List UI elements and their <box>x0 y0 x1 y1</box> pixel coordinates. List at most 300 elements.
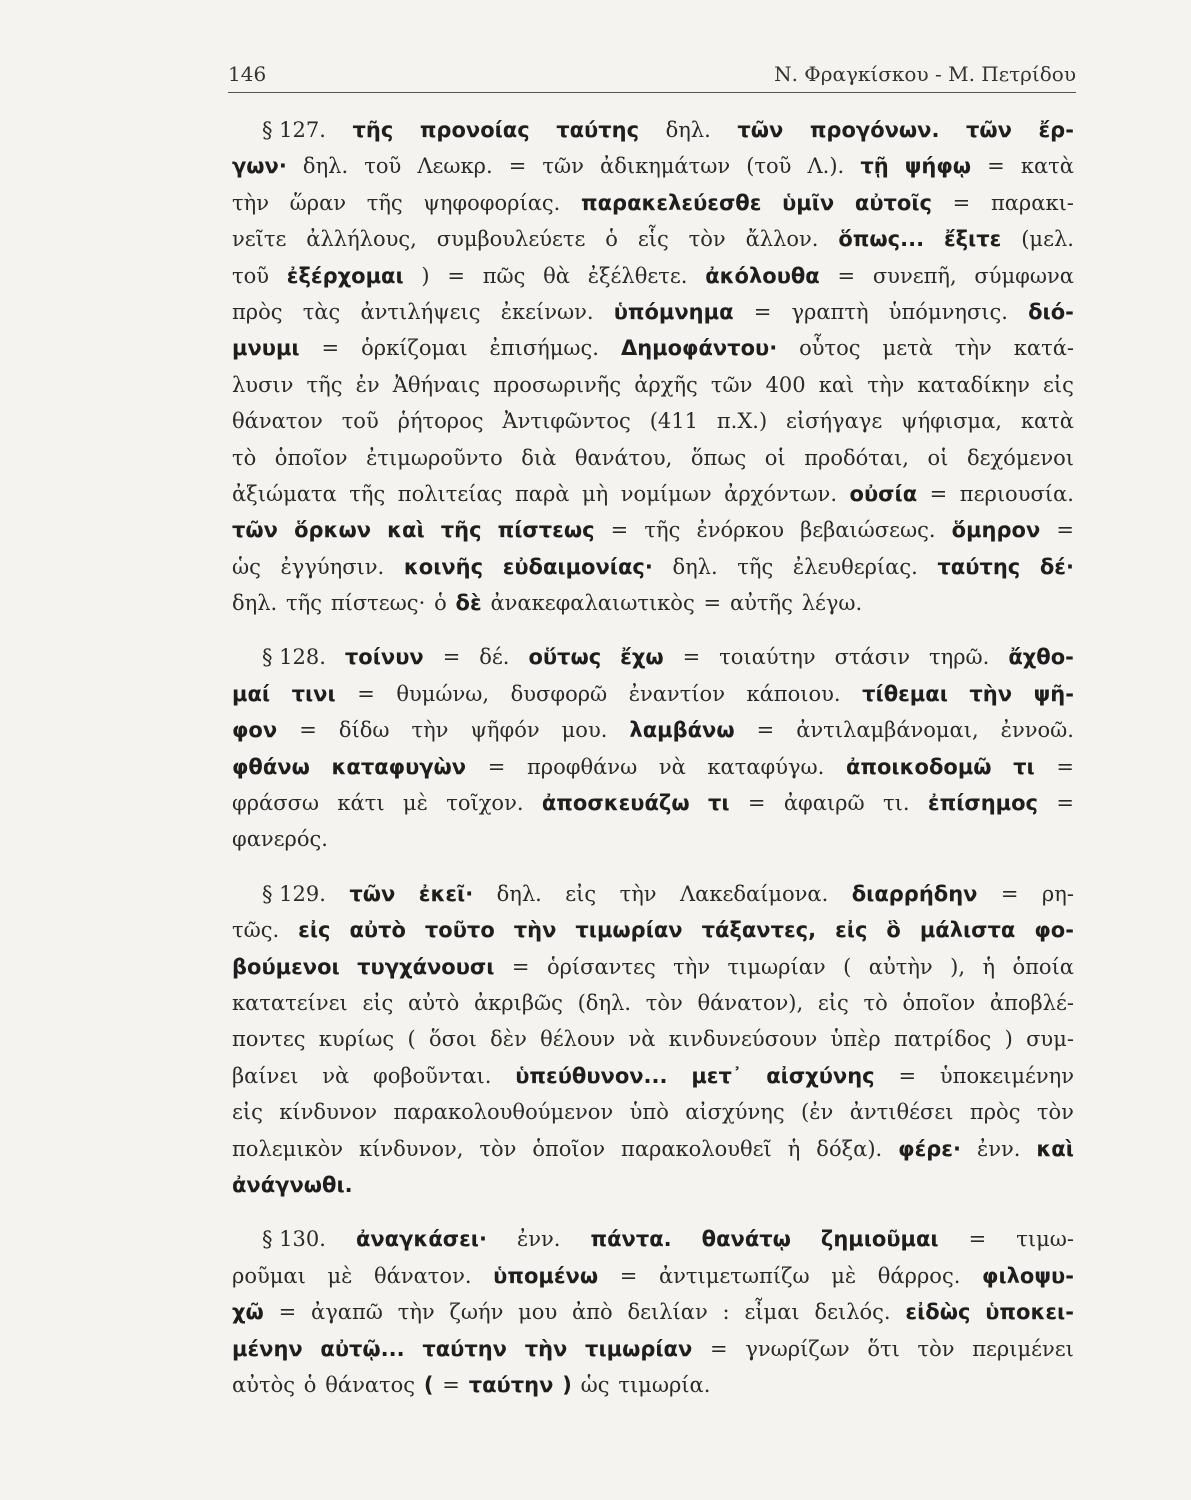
gloss-word: ἀπὸ <box>572 1300 613 1325</box>
text-line <box>232 882 1074 918</box>
gloss-word: τῆς <box>644 518 681 543</box>
lemma-word: τινι <box>291 681 336 706</box>
lemma-word: λαμβάνω <box>629 718 735 743</box>
gloss-word: εἰς <box>232 1100 263 1125</box>
lemma-word: τὴν <box>513 918 557 943</box>
gloss-word: Λακεδαίμονα. <box>679 881 829 906</box>
gloss-word: φοβοῦνται. <box>373 1063 492 1088</box>
gloss-word: περιμένει <box>972 1336 1074 1361</box>
gloss-word: ἐλευθερίας. <box>792 554 918 579</box>
gloss-word: ψηφοφορίας. <box>423 190 561 215</box>
lemma-word: μένην <box>232 1336 303 1361</box>
gloss-word: κατὰ <box>1020 154 1074 179</box>
lemma-word: δέ· <box>1039 554 1074 579</box>
text-line <box>232 482 1074 518</box>
paragraph-gap <box>232 627 1074 645</box>
lemma-word: πάντα. <box>590 1227 672 1252</box>
gloss-word: ὑπόμνησις. <box>888 299 1008 324</box>
lemma-word: Δημοφάντου· <box>620 336 778 361</box>
gloss-word: ἀφαιρῶ <box>783 791 865 816</box>
lemma-word: τιμωρίαν <box>585 1336 693 1361</box>
gloss-word: δυσφορῶ <box>510 681 608 706</box>
gloss-word: ψήφισμα, <box>901 409 1002 434</box>
gloss-word: ἀκριβῶς <box>473 990 563 1015</box>
lemma-word: χῶ <box>232 1300 264 1325</box>
lemma-word: ὑποκει- <box>985 1300 1074 1325</box>
gloss-word: = <box>703 591 722 616</box>
gloss-word: = <box>837 263 856 288</box>
lemma-word: τῶν <box>349 881 396 906</box>
gloss-word: = <box>442 1372 460 1397</box>
gloss-word: τὸν <box>479 1136 517 1161</box>
lemma-word: ταύτην <box>468 1372 554 1397</box>
gloss-word: τῆς <box>306 372 343 397</box>
gloss-word: νὰ <box>658 754 686 779</box>
lemma-word: κοινῆς <box>403 554 484 579</box>
gloss-word: = <box>511 954 530 979</box>
commentary-body <box>232 118 1074 1409</box>
gloss-word: θυμώνω, <box>396 681 490 706</box>
gloss-word: κατατείνει <box>232 990 348 1015</box>
gloss-word: αἰσχύνης <box>685 1100 785 1125</box>
gloss-word: τὸν <box>688 227 726 252</box>
gloss-word: συμ- <box>1026 1027 1074 1052</box>
gloss-word: δίδω <box>338 718 390 743</box>
paragraph-gap <box>232 1209 1074 1227</box>
gloss-word: κατά- <box>1013 336 1074 361</box>
gloss-word: πατρίδος <box>894 1027 992 1052</box>
gloss-word: εἶμαι <box>744 1300 800 1325</box>
gloss-word: ἀλλήλους, <box>306 227 417 252</box>
lemma-word: τι <box>1013 754 1035 779</box>
lemma-word: ὑπομένω <box>493 1263 599 1288</box>
gloss-word: τὴν <box>397 1300 435 1325</box>
gloss-word: ὁποῖον <box>902 990 976 1015</box>
lemma-word: ταύτης <box>556 118 640 142</box>
gloss-word: παρακολουθεῖ <box>621 1136 772 1161</box>
paragraph <box>232 118 1074 627</box>
lemma-word: θανάτῳ <box>701 1227 791 1252</box>
gloss-word: = <box>442 645 461 670</box>
gloss-word: ψῆφόν <box>470 718 540 743</box>
gloss-word: ) <box>1004 1027 1013 1052</box>
gloss-word: τοῦ <box>364 154 402 179</box>
lemma-word: διό- <box>1028 299 1074 324</box>
gloss-word: γραπτὴ <box>791 299 869 324</box>
lemma-word: ἔχω <box>620 645 664 670</box>
text-line <box>232 755 1074 791</box>
lemma-word: τιμωρίαν <box>575 918 683 943</box>
lemma-word: οὐσία <box>849 481 918 506</box>
gloss-word: δηλ. <box>302 154 349 179</box>
lemma-word: αὐτῷ... <box>320 1336 405 1361</box>
gloss-word: δειλίαν <box>627 1300 708 1325</box>
gloss-word: = <box>747 791 766 816</box>
text-line <box>232 1227 1074 1263</box>
gloss-word: ὁποία <box>1012 954 1074 979</box>
gloss-word: τὸν <box>1036 1100 1074 1125</box>
gloss-word: παρακολουθούμενον <box>393 1100 614 1125</box>
lemma-word: ἀναγκάσει· <box>355 1227 487 1252</box>
gloss-word: ὑπὸ <box>629 1100 669 1125</box>
lemma-word: τῶν <box>232 518 278 543</box>
gloss-word: τὰς <box>302 299 341 324</box>
gloss-word: θάνατον <box>232 409 323 434</box>
gloss-word: δηλ. <box>232 591 278 616</box>
gloss-word: τιμωρίαν <box>727 954 826 979</box>
gloss-word: τὴν <box>619 881 657 906</box>
gloss-word: : <box>722 1300 730 1325</box>
gloss-word: (ἐν <box>801 1100 834 1125</box>
paragraph <box>232 882 1074 1210</box>
gloss-word: θάνατον), <box>697 990 804 1015</box>
gloss-word: = <box>987 154 1005 179</box>
text-line <box>232 1300 1074 1336</box>
gloss-word: μου. <box>561 718 608 743</box>
gloss-word: στάσιν <box>834 645 911 670</box>
lemma-word: ψῆ- <box>1033 681 1074 706</box>
text-line <box>232 555 1074 591</box>
text-line <box>232 918 1074 954</box>
lemma-word: εἰδὼς <box>905 1300 971 1325</box>
gloss-word: συνεπῆ, <box>872 263 957 288</box>
lemma-word: πίστεως <box>497 518 595 543</box>
text-line <box>232 1264 1074 1300</box>
gloss-word: ἐκείνων. <box>500 299 594 324</box>
gloss-word: ὁ <box>605 227 618 252</box>
gloss-word: ἀρχόντων. <box>724 481 838 506</box>
gloss-word: = <box>1056 791 1074 816</box>
text-line <box>232 1137 1074 1173</box>
lemma-word: ἀποικοδομῶ <box>845 754 992 779</box>
lemma-word: ) <box>562 1372 572 1397</box>
gloss-word: αὐτὸ <box>408 990 460 1015</box>
text-line <box>232 682 1074 718</box>
gloss-word: ρη- <box>1041 881 1074 906</box>
gloss-word: τι. <box>883 791 910 816</box>
lemma-word: προνοίας <box>419 118 530 142</box>
gloss-word: = <box>929 481 948 506</box>
gloss-word: = <box>753 299 772 324</box>
gloss-word: μου <box>518 1300 558 1325</box>
lemma-word: τοῦτο <box>424 918 495 943</box>
gloss-word: ὑπὲρ <box>830 1027 881 1052</box>
gloss-word: συμβουλεύετε <box>436 227 586 252</box>
text-line <box>232 791 1074 827</box>
gloss-word: § 129. <box>262 881 326 906</box>
text-line <box>232 227 1074 263</box>
text-line <box>232 446 1074 482</box>
lemma-word: τὴν <box>524 1336 568 1361</box>
gloss-word: τοῦ <box>341 409 379 434</box>
gloss-word: = <box>968 1227 987 1252</box>
gloss-word: δόξα). <box>816 1136 883 1161</box>
gloss-word: = <box>299 718 317 743</box>
gloss-word: θάνατος <box>325 1372 416 1397</box>
lemma-word: ταύτης <box>937 554 1021 579</box>
gloss-word: ῥήτορος <box>397 409 484 434</box>
gloss-word: ἀντιλαμβάνομαι, <box>796 718 979 743</box>
lemma-word: φέρε· <box>898 1136 961 1161</box>
lemma-word: ἐκεῖ· <box>418 881 474 906</box>
lemma-word: ἀνάγνωθι. <box>232 1172 353 1197</box>
gloss-word: διὰ <box>521 445 557 470</box>
gloss-word: ἀξιώματα <box>232 481 337 506</box>
gloss-word: ὁ <box>434 591 447 616</box>
gloss-word: ὁ <box>303 1372 317 1397</box>
gloss-word: λυσιν <box>232 372 294 397</box>
gloss-word: = <box>682 645 701 670</box>
text-line <box>232 645 1074 681</box>
gloss-word: ζωήν <box>449 1300 504 1325</box>
gloss-word: ) <box>421 263 430 288</box>
text-line <box>232 373 1074 409</box>
gloss-word: εἷς <box>637 227 669 252</box>
gloss-word: τὴν <box>954 336 992 361</box>
text-line <box>232 1027 1074 1063</box>
gloss-word: λέγω. <box>801 591 863 616</box>
gloss-word: κίνδυνον, <box>359 1136 464 1161</box>
gloss-word: ἐναντίον <box>628 681 725 706</box>
lemma-word: ζημιοῦμαι <box>820 1227 939 1252</box>
gloss-word: μὲ <box>327 1263 353 1288</box>
lemma-word: ὅρκων <box>294 518 371 543</box>
gloss-word: = <box>619 1263 638 1288</box>
lemma-word: καὶ <box>387 518 425 543</box>
paragraph-gap <box>232 864 1074 882</box>
lemma-word: καὶ <box>1036 1136 1074 1161</box>
text-line <box>232 409 1074 445</box>
gloss-word: Ἀντιφῶντος <box>502 409 631 434</box>
lemma-word: τῆς <box>352 118 394 142</box>
lemma-word: ἐξέρχομαι <box>286 263 404 288</box>
gloss-word: = <box>952 190 971 215</box>
gloss-word: τὴν <box>411 718 449 743</box>
gloss-word: ὁποῖον <box>274 445 348 470</box>
lemma-word: μάλιστα <box>919 918 1016 943</box>
gloss-word: περιουσία. <box>959 481 1074 506</box>
gloss-word: πίστεως· <box>330 591 426 616</box>
lemma-word: προγόνων. <box>809 118 940 142</box>
gloss-word: νὰ <box>322 1063 350 1088</box>
gloss-word: δὲν <box>490 1027 527 1052</box>
gloss-word: κυρίως <box>318 1027 395 1052</box>
gloss-word: τὸ <box>232 445 257 470</box>
gloss-word: τὴν <box>232 190 269 215</box>
lemma-word: οὕτως <box>528 645 602 670</box>
text-line <box>232 1373 1074 1409</box>
lemma-word: τάξαντες, <box>701 918 817 943</box>
gloss-word: οἱ <box>764 445 786 470</box>
gloss-word: = <box>710 1336 728 1361</box>
gloss-word: τὸν <box>645 990 683 1015</box>
gloss-word: δειλός. <box>814 1300 891 1325</box>
gloss-word: ), <box>950 954 966 979</box>
text-line <box>232 1337 1074 1373</box>
gloss-word: ποντες <box>232 1027 306 1052</box>
lemma-word: εἰς <box>298 918 331 943</box>
text-line <box>232 827 1074 863</box>
gloss-word: θανάτου, <box>574 445 673 470</box>
text-line <box>232 518 1074 554</box>
lemma-word: ἀποσκευάζω <box>541 791 690 816</box>
gloss-word: τὸ <box>863 990 888 1015</box>
text-line <box>232 300 1074 336</box>
text-line <box>232 154 1074 190</box>
gloss-word: παρὰ <box>514 481 570 506</box>
text-line <box>232 191 1074 227</box>
gloss-word: ροῦμαι <box>232 1263 306 1288</box>
gloss-word: ἀντιθέσει <box>849 1100 954 1125</box>
gloss-word: κατὰ <box>1020 409 1074 434</box>
lemma-word: ( <box>423 1372 434 1397</box>
lemma-word: διαρρήδην <box>851 881 978 906</box>
gloss-word: § 128. <box>262 645 326 670</box>
gloss-word: = <box>447 263 465 288</box>
gloss-word: ( <box>843 954 852 979</box>
gloss-word: ἀρχῆς <box>634 372 698 397</box>
gloss-word: δηλ. <box>665 118 711 142</box>
gloss-word: ὥραν <box>289 190 347 215</box>
gloss-word: εἰς <box>362 990 394 1015</box>
gloss-word: = <box>508 154 527 179</box>
gloss-word: ἡ <box>787 1136 801 1161</box>
gloss-word: = <box>321 336 340 361</box>
gloss-word: τοιαύτην <box>719 645 816 670</box>
text-line <box>232 955 1074 991</box>
gloss-word: τῶν <box>542 154 584 179</box>
gloss-word: τῶς. <box>232 918 280 943</box>
gloss-word: ἄλλον. <box>745 227 819 252</box>
gloss-word: ὁρίσαντες <box>546 954 656 979</box>
gloss-word: τὴν <box>867 372 905 397</box>
gloss-word: Λεωκρ. <box>417 154 493 179</box>
gloss-word: εἰς <box>565 881 597 906</box>
lemma-word: μνυμι <box>232 336 300 361</box>
lemma-word: ἔξιτε <box>943 227 1002 252</box>
lemma-word: μετ᾿ <box>691 1063 743 1088</box>
gloss-word: δεχόμενοι <box>966 445 1074 470</box>
gloss-word: καταδίκην <box>917 372 1030 397</box>
text-line <box>232 1100 1074 1136</box>
gloss-word: ὁρκίζομαι <box>361 336 468 361</box>
lemma-word: ἀκόλουθα <box>705 263 820 288</box>
gloss-word: ἀδικημάτων <box>600 154 731 179</box>
lemma-word: εἰς <box>835 918 868 943</box>
gloss-word: 400 <box>765 372 806 397</box>
gloss-word: ἀντιμετωπίζω <box>658 1263 810 1288</box>
gloss-word: π.Χ.) <box>716 409 768 434</box>
gloss-word: κάποιου. <box>746 681 841 706</box>
gloss-word: = <box>357 681 375 706</box>
gloss-word: πρὸς <box>969 1100 1021 1125</box>
gloss-word: ὅτι <box>867 1336 900 1361</box>
lemma-word: ὅμηρον <box>951 518 1041 543</box>
gloss-word: μετὰ <box>882 336 933 361</box>
lemma-word: τίθεμαι <box>862 681 948 706</box>
gloss-word: τιμωρία. <box>618 1372 711 1397</box>
gloss-word: τὴν <box>673 954 711 979</box>
gloss-word: αὐτὸς <box>232 1372 295 1397</box>
gloss-word: = <box>278 1300 297 1325</box>
gloss-word: εἰς <box>817 990 849 1015</box>
gloss-word: = <box>1000 881 1019 906</box>
gloss-word: τῆς <box>737 554 774 579</box>
gloss-word: βεβαιώσεως. <box>800 518 936 543</box>
lemma-word: δὲ <box>455 591 482 616</box>
gloss-word: τῶν <box>710 372 753 397</box>
gloss-word: πολεμικὸν <box>232 1136 344 1161</box>
lemma-word: βούμενοι <box>232 954 340 979</box>
gloss-word: ἀποβλέ- <box>989 990 1074 1015</box>
text-line <box>232 264 1074 300</box>
gloss-word: εἰς <box>1042 372 1074 397</box>
lemma-word: ἐπίσημος <box>927 791 1039 816</box>
text-line <box>232 1064 1074 1100</box>
gloss-word: Λ.). <box>807 154 845 179</box>
gloss-word: φράσσω <box>232 791 320 816</box>
lemma-word: τῶν <box>737 118 784 142</box>
lemma-word: εὐδαιμονίας· <box>502 554 653 579</box>
text-line <box>232 118 1074 154</box>
gloss-word: τοῦ <box>232 263 270 288</box>
gloss-word: ἡ <box>982 954 996 979</box>
text-line <box>232 991 1074 1027</box>
gloss-word: ὅπως <box>690 445 747 470</box>
gloss-word: ἐτιμωροῦντο <box>366 445 503 470</box>
gloss-word: καὶ <box>818 372 855 397</box>
lemma-word: αὐτοῖς <box>854 190 932 215</box>
gloss-word: ἀνακεφαλαιωτικὸς <box>490 591 695 616</box>
lemma-word: ὑμῖν <box>782 190 835 215</box>
gloss-word: αὐτῆς <box>729 591 793 616</box>
gloss-word: ἐξέλθετε. <box>587 263 688 288</box>
gloss-word: κάτι <box>337 791 385 816</box>
gloss-word: ἐννοῶ. <box>1000 718 1074 743</box>
gloss-word: παρακι- <box>990 190 1074 215</box>
lemma-word: τῇ <box>860 154 889 179</box>
gloss-word: νὰ <box>628 1027 656 1052</box>
gloss-word: πῶς <box>482 263 526 288</box>
gloss-word: § 130. <box>262 1227 326 1252</box>
page-number: 146 <box>228 62 267 86</box>
lemma-word: αὐτὸ <box>349 918 406 943</box>
gloss-word: πολιτείας <box>397 481 503 506</box>
gloss-word: = <box>487 754 506 779</box>
gloss-word: μὴ <box>582 481 609 506</box>
lemma-word: τυγχάνουσι <box>357 954 495 979</box>
gloss-word: ἐνν. <box>976 1136 1021 1161</box>
gloss-word: (τοῦ <box>746 154 792 179</box>
gloss-word: τοῖχον. <box>446 791 524 816</box>
gloss-word: ἐν <box>355 372 380 397</box>
lemma-word: γων· <box>232 154 287 179</box>
lemma-word: ὃ <box>886 918 901 943</box>
lemma-word: παρακελεύεσθε <box>581 190 762 215</box>
lemma-word: ψήφῳ <box>904 154 972 179</box>
gloss-word: προδόται, <box>804 445 909 470</box>
gloss-word: οἱ <box>927 445 949 470</box>
gloss-word: ὁποῖον <box>532 1136 606 1161</box>
gloss-word: τιμω- <box>1016 1227 1074 1252</box>
lemma-word: ὑπεύθυνον... <box>515 1063 668 1088</box>
gloss-word: εἰσήγαγε <box>786 409 883 434</box>
gloss-word: = <box>1056 754 1074 779</box>
gloss-word: = <box>756 718 775 743</box>
text-line <box>232 1173 1074 1209</box>
gloss-word: καταφύγω. <box>707 754 825 779</box>
gloss-word: ( <box>407 1027 416 1052</box>
